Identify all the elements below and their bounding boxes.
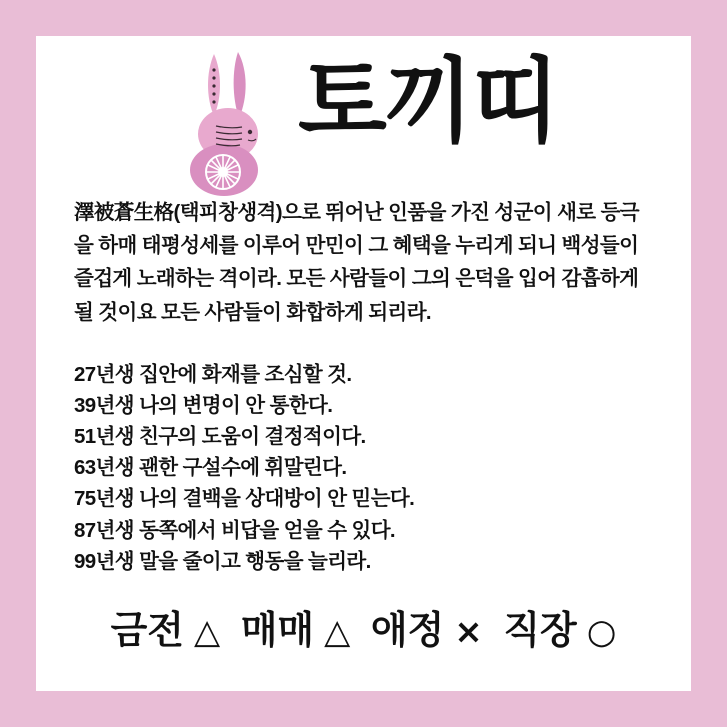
year-list — [74, 359, 653, 577]
fortune-card — [36, 36, 691, 691]
list-item: 51년생 친구의 도움이 결정적이다. — [74, 425, 366, 449]
list-item: 39년생 나의 변명이 안 통한다. — [74, 393, 333, 417]
fortune-paragraph: 澤被蒼生格(택피창생격)으로 뛰어난 인품을 가진 성군이 새로 등극을 하매 태평성세를 이루어 만민이 그 혜택을 누리게 되니 백성들이 즐겁게 노래하는 격이라. 모든 사람들이 그의 은덕을 입어 감흡하게 될 것이요 모든 사람들이 화합하게 되리라. — [74, 201, 639, 324]
summary-symbol-love: × — [454, 611, 483, 652]
summary-label-money: 금전 — [110, 609, 184, 652]
list-item: 27년생 집안에 화재를 조심할 것. — [74, 362, 352, 386]
card-body — [36, 196, 691, 654]
summary-symbol-money: △ — [193, 611, 221, 652]
page-title: 토끼띠 — [298, 51, 559, 153]
card-header — [36, 36, 691, 196]
list-item: 99년생 말을 줄이고 행동을 늘리라. — [74, 549, 371, 573]
summary-label-work: 직장 — [503, 609, 577, 652]
summary-symbol-trade: △ — [324, 611, 351, 652]
fortune-summary-row — [74, 599, 653, 654]
rabbit-illustration — [176, 46, 286, 196]
list-item: 87년생 동쪽에서 비답을 얻을 수 있다. — [74, 518, 396, 542]
list-item: 63년생 괜한 구설수에 휘말린다. — [74, 456, 347, 480]
list-item: 75년생 나의 결백을 상대방이 안 믿는다. — [74, 487, 415, 511]
summary-label-trade: 매매 — [240, 609, 315, 652]
summary-label-love: 애정 — [370, 609, 445, 652]
summary-symbol-work: ○ — [586, 611, 617, 652]
